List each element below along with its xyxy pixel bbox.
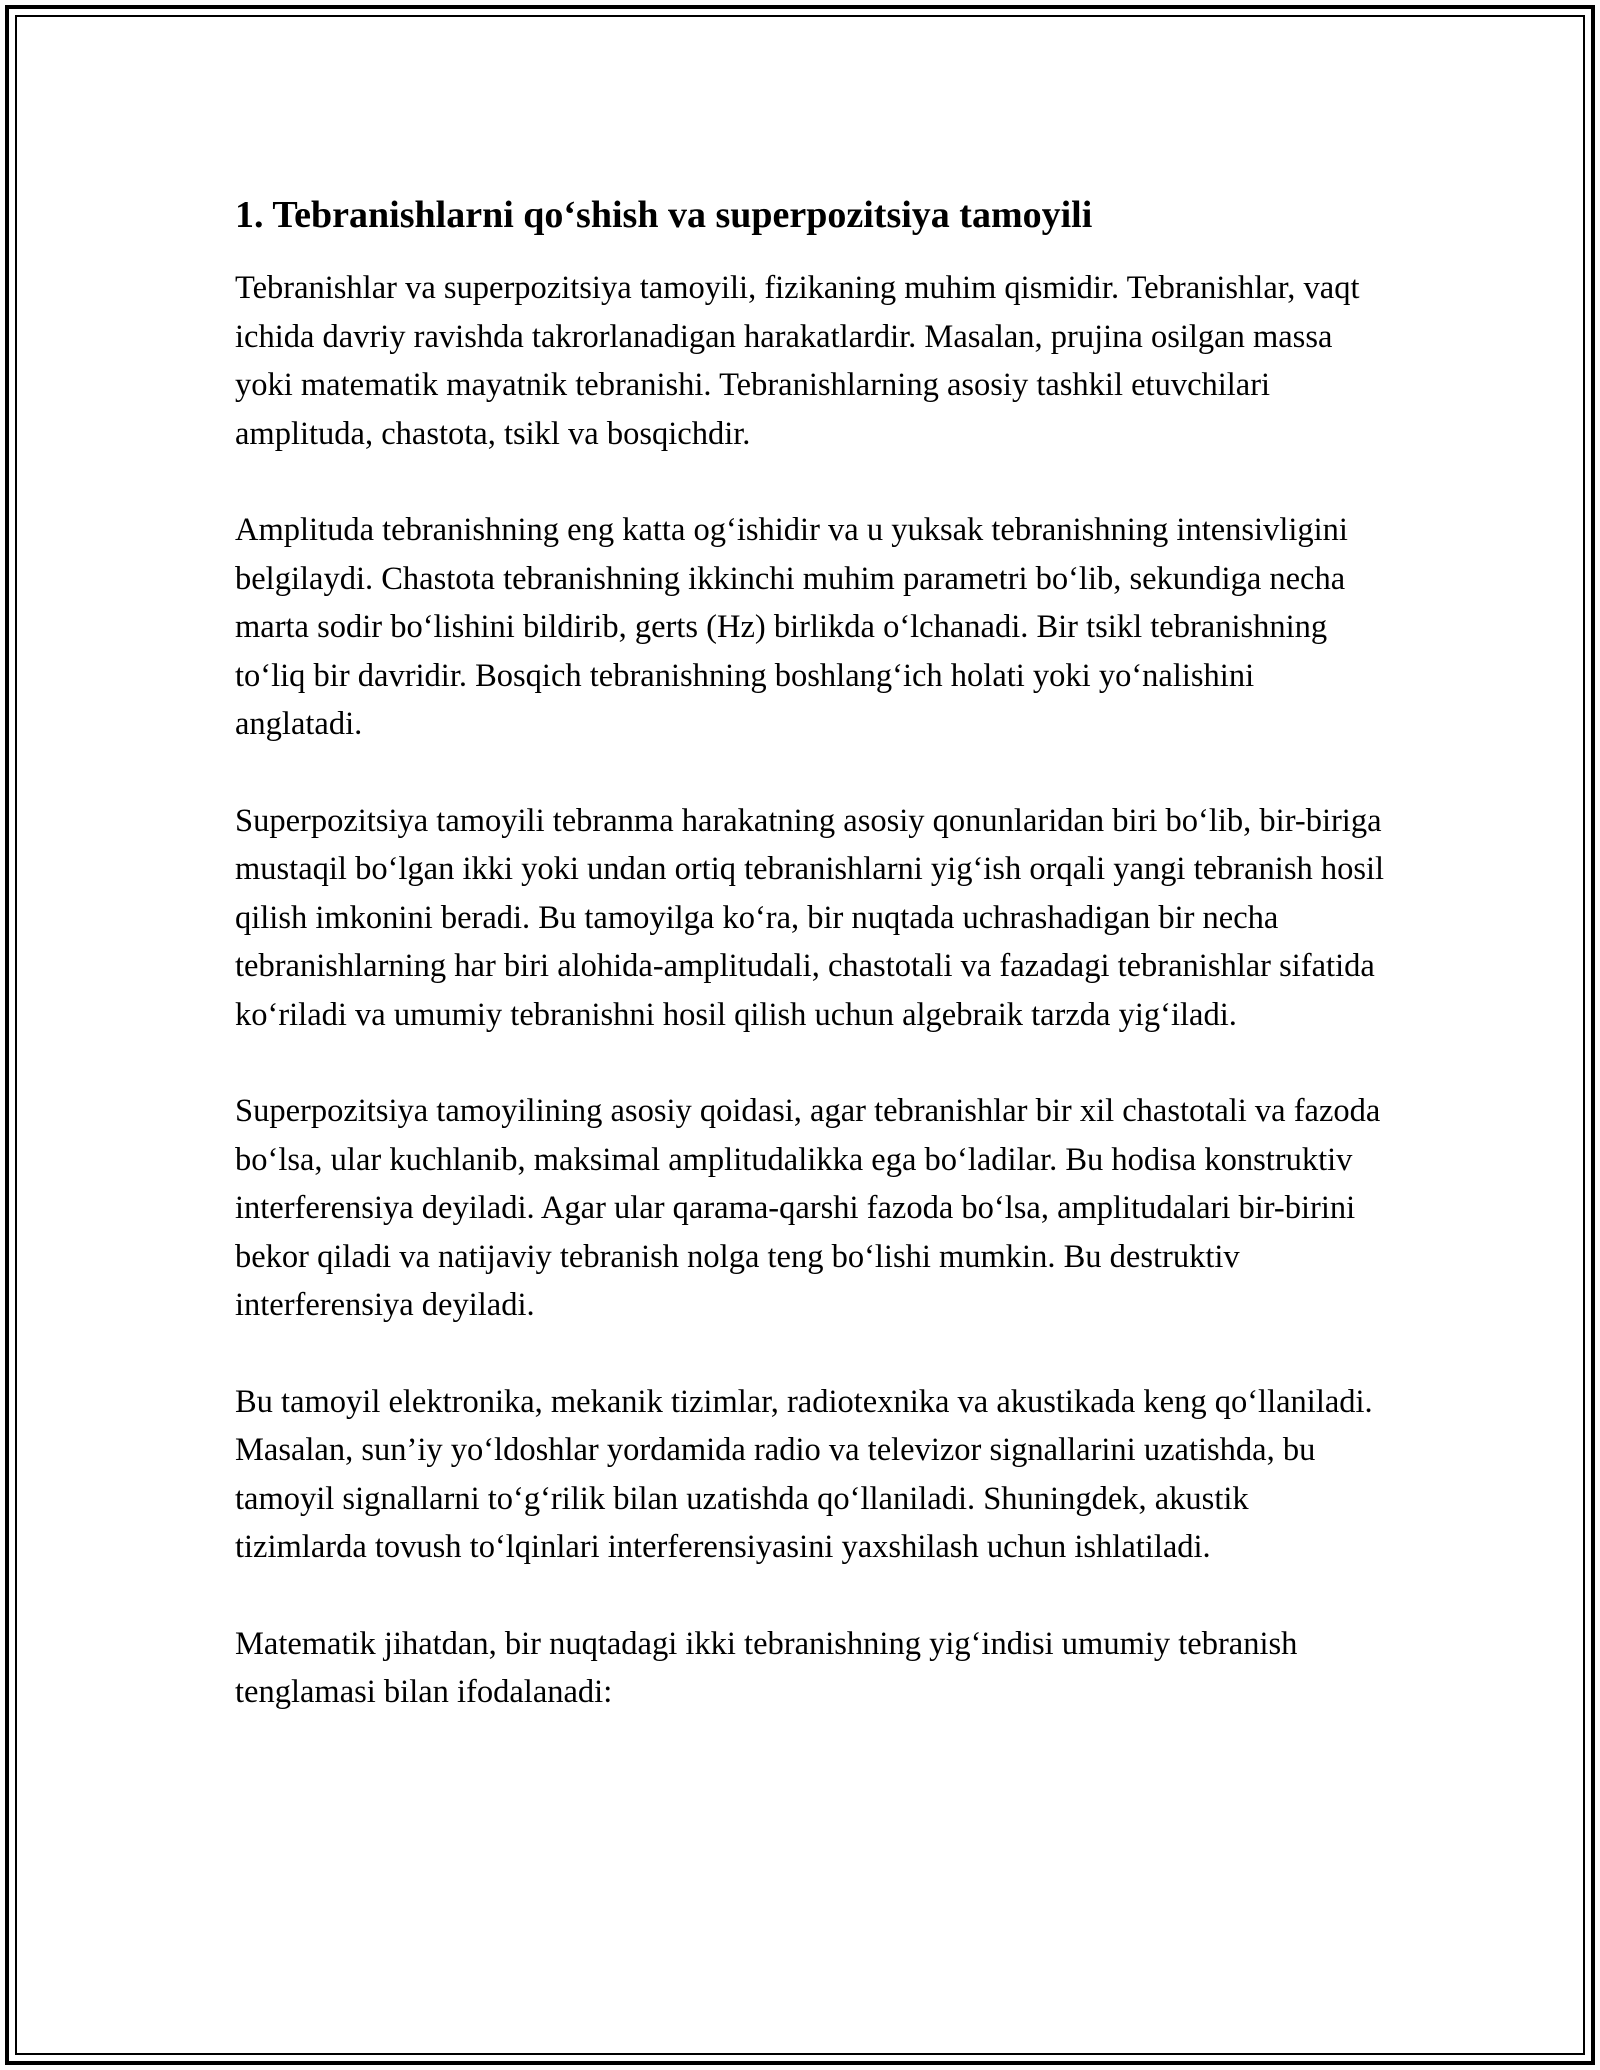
paragraph-1: Tebranishlar va superpozitsiya tamoyili, fizikaning muhim qismidir. Tebranishlar, vaqt ichida davriy ravishda takrorlanadigan harakatlardir. Masalan, prujina osilgan massa yoki matematik mayatnik tebranishi. Tebranishlarning asosiy tashkil etuvchilari amplituda, chastota, tsikl va bosqichdir. — [235, 270, 1360, 452]
paragraph-5: Bu tamoyil elektronika, mekanik tizimlar, radiotexnika va akustikada keng qo‘llaniladi. Masalan, sun’iy yo‘ldoshlar yordamida radio va televizor signallarini uzatishda, bu tamoyil signallarni to‘g‘rilik bilan uzatishda qo‘llaniladi. Shuningdek, akustik tizimlarda tovush to‘lqinlari interferensiyasini yaxshilash uchun ishlatiladi. — [235, 1383, 1373, 1565]
paragraph-4: Superpozitsiya tamoyilining asosiy qoidasi, agar tebranishlar bir xil chastotali va fazoda bo‘lsa, ular kuchlanib, maksimal amplitudalikka ega bo‘ladilar. Bu hodisa konstruktiv interferensiya deyiladi. Agar ular qarama-qarshi fazoda bo‘lsa, amplitudalari bir-birini bekor qiladi va natijaviy tebranish nolga teng bo‘lishi mumkin. Bu destruktiv interferensiya deyiladi. — [235, 1093, 1381, 1323]
document-body — [235, 188, 1385, 1765]
paragraph-6: Matematik jihatdan, bir nuqtadagi ikki tebranishning yig‘indisi umumiy tebranish tenglamasi bilan ifodalanadi: — [235, 1625, 1298, 1710]
paragraph-2: Amplituda tebranishning eng katta og‘ishidir va u yuksak tebranishning intensivligini belgilaydi. Chastota tebranishning ikkinchi muhim parametri bo‘lib, sekundiga necha marta sodir bo‘lishini bildirib, gerts (Hz) birlikda o‘lchanadi. Bir tsikl tebranishning to‘liq bir davridir. Bosqich tebranishning boshlang‘ich holati yoki yo‘nalishini anglatadi. — [235, 512, 1348, 742]
section-heading: 1. Tebranishlarni qo‘shish va superpozitsiya tamoyili — [235, 194, 1093, 236]
paragraph-3: Superpozitsiya tamoyili tebranma harakatning asosiy qonunlaridan biri bo‘lib, bir-biriga mustaqil bo‘lgan ikki yoki undan ortiq tebranishlarni yig‘ish orqali yangi tebranish hosil qilish imkonini beradi. Bu tamoyilga ko‘ra, bir nuqtada uchrashadigan bir necha tebranishlarning har biri alohida-amplitudali, chastotali va fazadagi tebranishlar sifatida ko‘riladi va umumiy tebranishni hosil qilish uchun algebraik tarzda yig‘iladi. — [235, 802, 1385, 1033]
